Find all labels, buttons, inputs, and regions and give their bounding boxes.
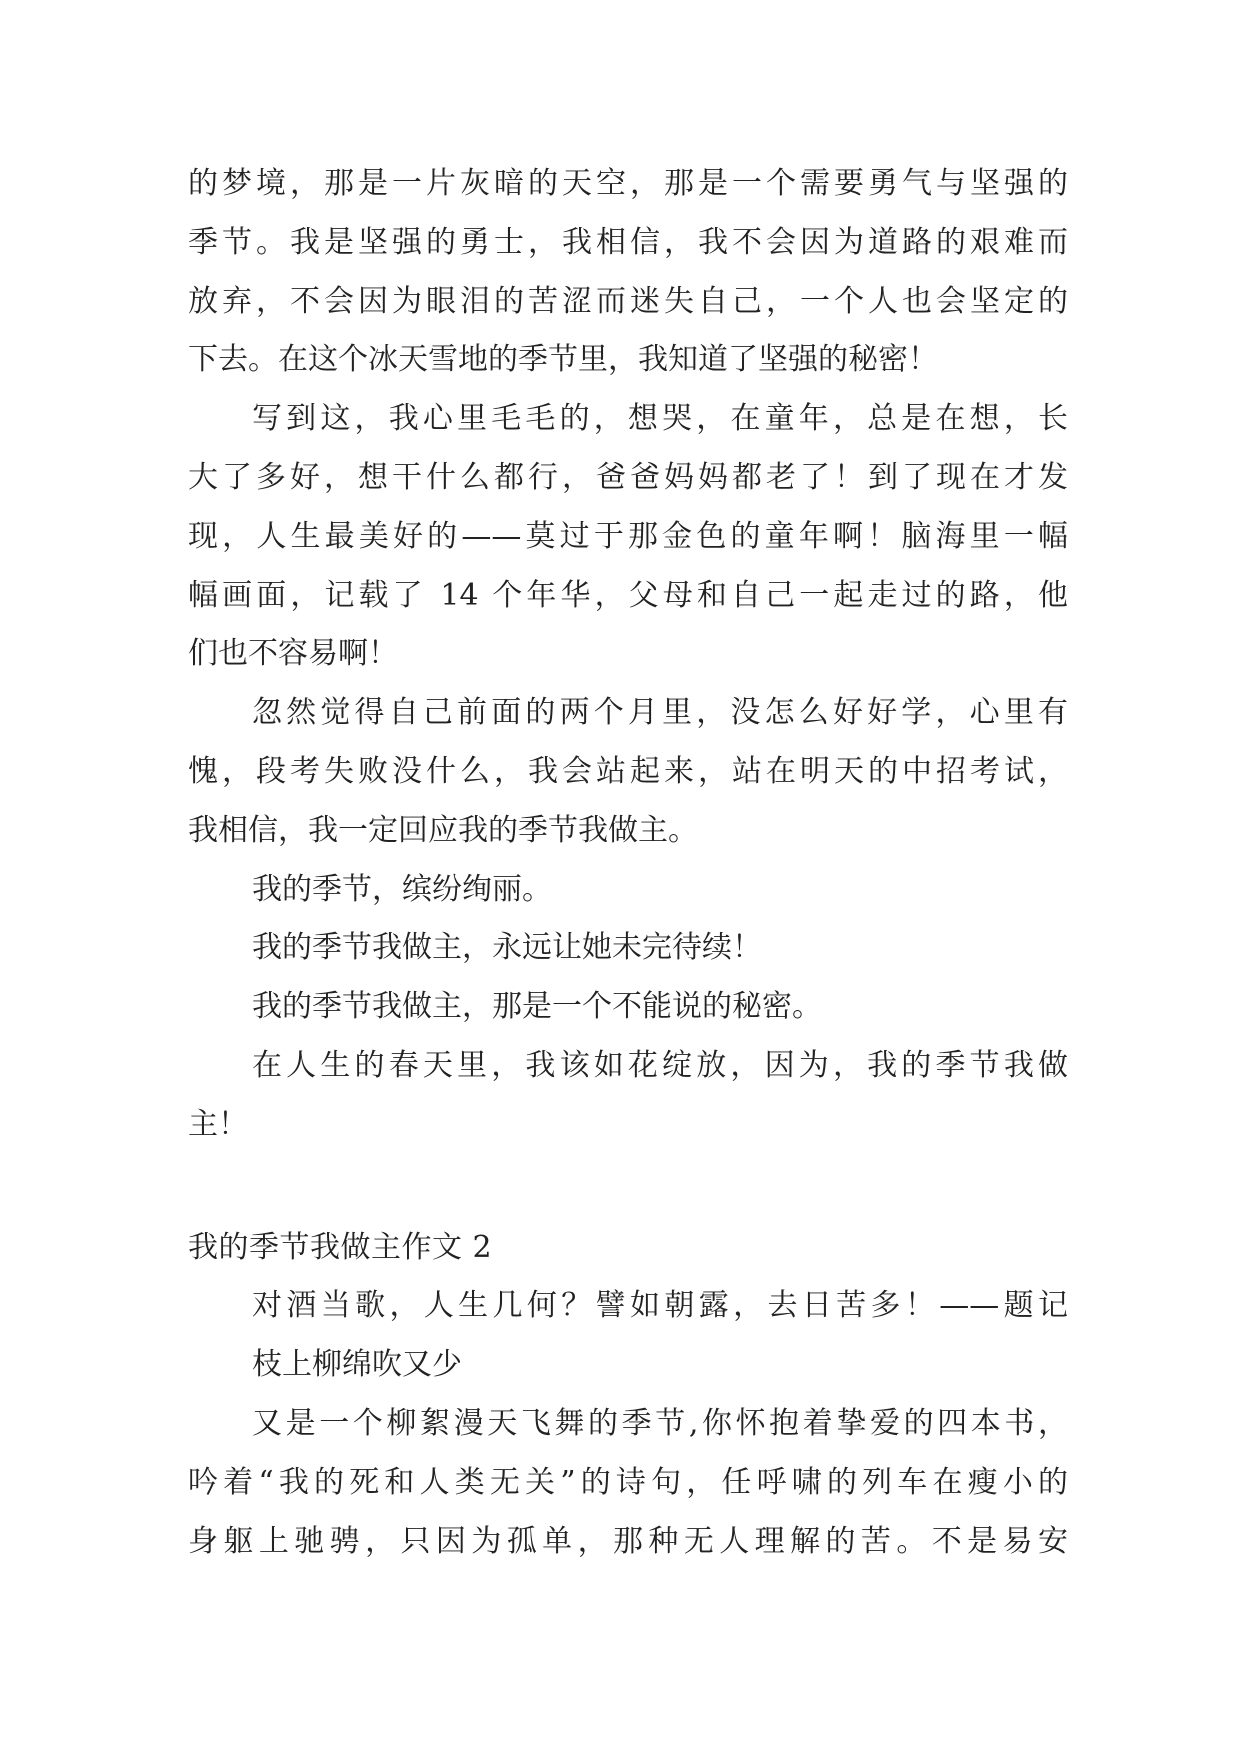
text-line: 现，人生最美好的——莫过于那金色的童年啊！脑海里一幅 (188, 518, 1068, 554)
text-line: 吟着“我的死和人类无关”的诗句，任呼啸的列车在瘦小的 (188, 1464, 1068, 1500)
epigraph-line: 对酒当歌，人生几何？譬如朝露，去日苦多！——题记 (252, 1288, 1068, 1324)
document-body (188, 155, 1068, 1571)
text-line: 身躯上驰骋，只因为孤单，那种无人理解的苦。不是易安 (188, 1523, 1068, 1559)
text-line: 愧，段考失败没什么，我会站起来，站在明天的中招考试， (188, 753, 1068, 789)
text-line: 我相信，我一定回应我的季节我做主。 (188, 812, 698, 848)
paragraph-first-line: 忽然觉得自己前面的两个月里，没怎么好好学，心里有 (252, 695, 1068, 731)
paragraph-first-line: 又是一个柳絮漫天飞舞的季节,你怀抱着挚爱的四本书， (252, 1405, 1068, 1441)
paragraph-first-line: 我的季节，缤纷绚丽。 (252, 871, 552, 907)
text-line: 的梦境，那是一片灰暗的天空，那是一个需要勇气与坚强的 (188, 166, 1068, 201)
subheading-line: 枝上柳绵吹又少 (252, 1347, 462, 1383)
section-heading: 我的季节我做主作文 2 (188, 1229, 493, 1265)
text-line: 季节。我是坚强的勇士，我相信，我不会因为道路的艰难而 (188, 224, 1068, 260)
text-line: 幅画面，记载了 14 个年华，父母和自己一起走过的路，他 (188, 577, 1068, 613)
paragraph-first-line: 在人生的春天里，我该如花绽放，因为，我的季节我做 (252, 1047, 1068, 1083)
text-line: 主！ (188, 1106, 248, 1142)
paragraph-first-line: 我的季节我做主，那是一个不能说的秘密。 (252, 989, 822, 1025)
text-line: 们也不容易啊！ (188, 636, 398, 672)
text-line: 放弃，不会因为眼泪的苦涩而迷失自己，一个人也会坚定的 (188, 283, 1068, 319)
paragraph-first-line: 写到这，我心里毛毛的，想哭，在童年，总是在想，长 (252, 401, 1068, 437)
text-line: 下去。在这个冰天雪地的季节里，我知道了坚强的秘密！ (188, 342, 938, 378)
text-line: 大了多好，想干什么都行，爸爸妈妈都老了！到了现在才发 (188, 459, 1068, 495)
paragraph-first-line: 我的季节我做主，永远让她未完待续！ (252, 930, 762, 966)
section-spacer (188, 1155, 1068, 1219)
